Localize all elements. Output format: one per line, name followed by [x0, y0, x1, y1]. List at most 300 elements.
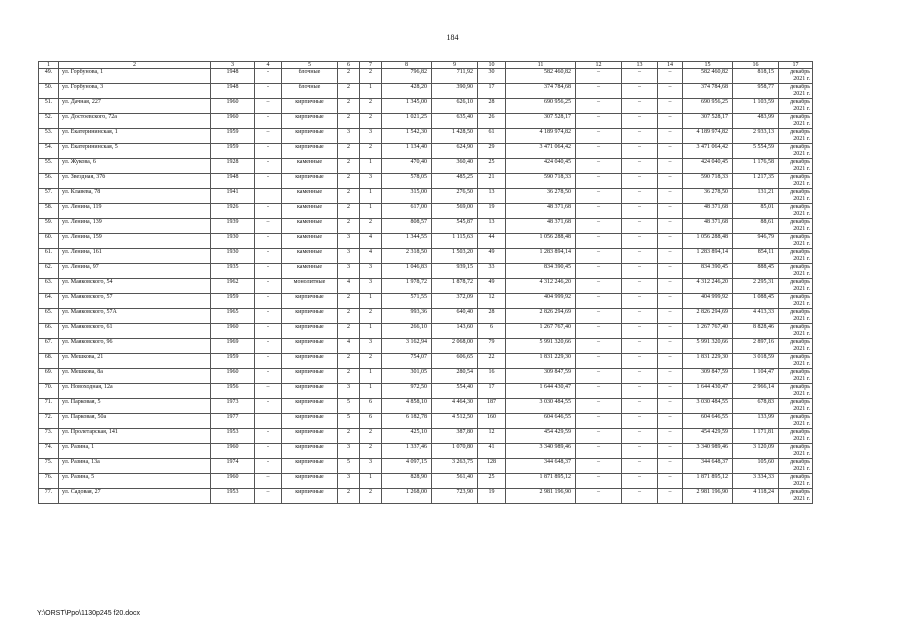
total-area-cell: 1 021,25	[382, 114, 432, 129]
entrances-cell: 1	[360, 474, 382, 489]
col-12-cell: –	[576, 159, 622, 174]
total-cost-cell: 48 371,68	[506, 204, 576, 219]
floors-cell: 3	[338, 264, 360, 279]
wall-material-cell: кирпичные	[282, 114, 338, 129]
period-month: декабрь	[790, 414, 810, 420]
col-4-cell: -	[255, 144, 282, 159]
residents-cell: 19	[478, 489, 506, 504]
table-row	[39, 279, 813, 294]
col-4-cell: -	[255, 249, 282, 264]
completion-period-cell	[779, 69, 813, 84]
period-month: декабрь	[790, 99, 810, 105]
col-14-cell: –	[658, 234, 683, 249]
floors-cell: 5	[338, 399, 360, 414]
col-14-cell: –	[658, 84, 683, 99]
year-built-cell: 1960	[211, 324, 255, 339]
address-cell: ул. Мешкова, 21	[59, 354, 211, 369]
year-built-cell: 1956	[211, 384, 255, 399]
row-number-cell: 54.	[39, 144, 59, 159]
address-cell: ул. Дачная, 227	[59, 99, 211, 114]
entrances-cell: 2	[360, 429, 382, 444]
address-cell: ул. Маяковского, 57	[59, 294, 211, 309]
col-4-cell: –	[255, 384, 282, 399]
row-number-cell: 75.	[39, 459, 59, 474]
total-area-cell: 1 046,83	[382, 264, 432, 279]
completion-period-cell	[779, 129, 813, 144]
total-cost-cell: 404 999,92	[506, 294, 576, 309]
col-4-cell: -	[255, 459, 282, 474]
year-built-cell: 1959	[211, 129, 255, 144]
table-row	[39, 234, 813, 249]
col-13-cell: –	[622, 219, 658, 234]
year-built-cell: 1930	[211, 234, 255, 249]
residents-cell: 26	[478, 114, 506, 129]
cost-per-sqm-cell: 4 118,24	[733, 489, 779, 504]
row-number-cell: 72.	[39, 414, 59, 429]
year-built-cell: 1926	[211, 204, 255, 219]
total-area-cell: 4 858,10	[382, 399, 432, 414]
total-cost-cell: 307 528,17	[506, 114, 576, 129]
living-area-cell: 554,40	[432, 384, 478, 399]
wall-material-cell: кирпичные	[282, 354, 338, 369]
living-area-cell: 1 115,63	[432, 234, 478, 249]
entrances-cell: 2	[360, 144, 382, 159]
address-cell: ул. Маяковского, 54	[59, 279, 211, 294]
col-12-cell: –	[576, 354, 622, 369]
total-area-cell: 617,00	[382, 204, 432, 219]
floors-cell: 2	[338, 114, 360, 129]
row-number-cell: 63.	[39, 279, 59, 294]
total-area-cell: 425,10	[382, 429, 432, 444]
row-number-cell: 74.	[39, 444, 59, 459]
address-cell: ул. Разина, 13а	[59, 459, 211, 474]
floors-cell: 3	[338, 384, 360, 399]
total-area-cell: 1 337,46	[382, 444, 432, 459]
table-row	[39, 189, 813, 204]
floors-cell: 2	[338, 219, 360, 234]
period-year: 2021 г.	[793, 375, 810, 382]
wall-material-cell: кирпичные	[282, 129, 338, 144]
total-cost-cell: 374 784,68	[506, 84, 576, 99]
col-13-cell: –	[622, 369, 658, 384]
table-row	[39, 294, 813, 309]
entrances-cell: 1	[360, 369, 382, 384]
year-built-cell: 1948	[211, 84, 255, 99]
period-month: декабрь	[790, 144, 810, 150]
col-13-cell: –	[622, 309, 658, 324]
completion-period-cell	[779, 429, 813, 444]
col-13-cell: –	[622, 99, 658, 114]
total-area-cell: 3 162,94	[382, 339, 432, 354]
col-13-cell: –	[622, 414, 658, 429]
cost-per-sqm-cell: 1 176,58	[733, 159, 779, 174]
address-cell: ул. Жукова, 6	[59, 159, 211, 174]
residents-cell: 44	[478, 234, 506, 249]
completion-period-cell	[779, 294, 813, 309]
total-cost-cell: 590 718,33	[506, 174, 576, 189]
period-month: декабрь	[790, 189, 810, 195]
living-area-cell: 606,65	[432, 354, 478, 369]
col-14-cell: –	[658, 369, 683, 384]
table-row	[39, 474, 813, 489]
col-13-cell: –	[622, 339, 658, 354]
cost-col-15-cell: 374 784,68	[683, 84, 733, 99]
col-4-cell: –	[255, 99, 282, 114]
row-number-cell: 62.	[39, 264, 59, 279]
year-built-cell: 1962	[211, 279, 255, 294]
col-12-cell: –	[576, 384, 622, 399]
row-number-cell: 55.	[39, 159, 59, 174]
row-number-cell: 64.	[39, 294, 59, 309]
wall-material-cell: кирпичные	[282, 339, 338, 354]
cost-per-sqm-cell: 8 828,46	[733, 324, 779, 339]
address-cell: ул. Маяковского, 61	[59, 324, 211, 339]
living-area-cell: 1 503,20	[432, 249, 478, 264]
cost-col-15-cell: 424 040,45	[683, 159, 733, 174]
col-4-cell: -	[255, 339, 282, 354]
col-14-cell: –	[658, 69, 683, 84]
housing-repair-table	[38, 61, 813, 504]
total-cost-cell: 1 871 895,12	[506, 474, 576, 489]
row-number-cell: 71.	[39, 399, 59, 414]
residents-cell: 22	[478, 354, 506, 369]
living-area-cell: 624,90	[432, 144, 478, 159]
wall-material-cell: кирпичные	[282, 384, 338, 399]
period-month: декабрь	[790, 429, 810, 435]
col-12-cell: –	[576, 69, 622, 84]
year-built-cell: 1948	[211, 69, 255, 84]
wall-material-cell: каменные	[282, 264, 338, 279]
floors-cell: 3	[338, 249, 360, 264]
col-12-cell: –	[576, 204, 622, 219]
col-14-cell: –	[658, 489, 683, 504]
address-cell: ул. Екатерининская, 5	[59, 144, 211, 159]
entrances-cell: 2	[360, 354, 382, 369]
total-cost-cell: 454 429,59	[506, 429, 576, 444]
period-month: декабрь	[790, 219, 810, 225]
column-header-4: 4	[255, 62, 282, 69]
col-12-cell: –	[576, 234, 622, 249]
floors-cell: 2	[338, 489, 360, 504]
residents-cell: 17	[478, 384, 506, 399]
cost-per-sqm-cell: 88,61	[733, 219, 779, 234]
year-built-cell: 1973	[211, 399, 255, 414]
total-cost-cell: 1 644 430,47	[506, 384, 576, 399]
col-14-cell: –	[658, 264, 683, 279]
col-13-cell: –	[622, 69, 658, 84]
period-month: декабрь	[790, 279, 810, 285]
row-number-cell: 50.	[39, 84, 59, 99]
total-area-cell: 2 318,50	[382, 249, 432, 264]
address-cell: ул. Горбунова, 1	[59, 69, 211, 84]
completion-period-cell	[779, 444, 813, 459]
living-area-cell: 723,90	[432, 489, 478, 504]
period-month: декабрь	[790, 459, 810, 465]
cost-per-sqm-cell: 818,15	[733, 69, 779, 84]
living-area-cell: 276,50	[432, 189, 478, 204]
residents-cell: 49	[478, 279, 506, 294]
cost-col-15-cell: 48 371,68	[683, 219, 733, 234]
total-cost-cell: 309 847,59	[506, 369, 576, 384]
period-year: 2021 г.	[793, 255, 810, 262]
period-year: 2021 г.	[793, 75, 810, 82]
period-month: декабрь	[790, 354, 810, 360]
living-area-cell: 640,40	[432, 309, 478, 324]
completion-period-cell	[779, 279, 813, 294]
entrances-cell: 4	[360, 234, 382, 249]
period-year: 2021 г.	[793, 270, 810, 277]
cost-col-15-cell: 604 646,55	[683, 414, 733, 429]
wall-material-cell: кирпичные	[282, 324, 338, 339]
period-year: 2021 г.	[793, 105, 810, 112]
period-month: декабрь	[790, 129, 810, 135]
living-area-cell: 3 263,75	[432, 459, 478, 474]
cost-per-sqm-cell: 105,60	[733, 459, 779, 474]
cost-col-15-cell: 1 831 229,30	[683, 354, 733, 369]
row-number-cell: 76.	[39, 474, 59, 489]
row-number-cell: 73.	[39, 429, 59, 444]
col-13-cell: –	[622, 189, 658, 204]
completion-period-cell	[779, 84, 813, 99]
cost-per-sqm-cell: 5 554,59	[733, 144, 779, 159]
address-cell: ул. Горбунова, 3	[59, 84, 211, 99]
total-cost-cell: 36 278,50	[506, 189, 576, 204]
total-cost-cell: 4 312 246,20	[506, 279, 576, 294]
period-year: 2021 г.	[793, 300, 810, 307]
col-4-cell: -	[255, 399, 282, 414]
living-area-cell: 626,10	[432, 99, 478, 114]
table-row	[39, 159, 813, 174]
year-built-cell: 1969	[211, 339, 255, 354]
row-number-cell: 77.	[39, 489, 59, 504]
address-cell: ул. Разина, 5	[59, 474, 211, 489]
entrances-cell: 1	[360, 84, 382, 99]
entrances-cell: 3	[360, 279, 382, 294]
col-14-cell: –	[658, 114, 683, 129]
living-area-cell: 280,54	[432, 369, 478, 384]
year-built-cell: 1959	[211, 144, 255, 159]
col-13-cell: –	[622, 144, 658, 159]
table-row	[39, 339, 813, 354]
cost-col-15-cell: 344 648,37	[683, 459, 733, 474]
column-header-6: 6	[338, 62, 360, 69]
total-area-cell: 301,05	[382, 369, 432, 384]
floors-cell: 2	[338, 204, 360, 219]
table-row	[39, 174, 813, 189]
living-area-cell: 1 070,80	[432, 444, 478, 459]
row-number-cell: 69.	[39, 369, 59, 384]
col-12-cell: –	[576, 339, 622, 354]
year-built-cell: 1928	[211, 159, 255, 174]
floors-cell: 5	[338, 414, 360, 429]
residents-cell: 16	[478, 369, 506, 384]
year-built-cell: 1959	[211, 354, 255, 369]
residents-cell: 25	[478, 159, 506, 174]
period-year: 2021 г.	[793, 345, 810, 352]
col-12-cell: –	[576, 399, 622, 414]
total-area-cell: 1 268,00	[382, 489, 432, 504]
col-12-cell: –	[576, 324, 622, 339]
address-cell: ул. Мешкова, 8а	[59, 369, 211, 384]
column-header-5: 5	[282, 62, 338, 69]
cost-col-15-cell: 1 267 767,40	[683, 324, 733, 339]
floors-cell: 2	[338, 429, 360, 444]
cost-per-sqm-cell: 131,21	[733, 189, 779, 204]
year-built-cell: 1977	[211, 414, 255, 429]
period-year: 2021 г.	[793, 360, 810, 367]
entrances-cell: 6	[360, 399, 382, 414]
address-cell: ул. Маяковского, 96	[59, 339, 211, 354]
period-month: декабрь	[790, 339, 810, 345]
year-built-cell: 1935	[211, 264, 255, 279]
floors-cell: 2	[338, 309, 360, 324]
col-13-cell: –	[622, 129, 658, 144]
col-12-cell: –	[576, 414, 622, 429]
column-header-10: 10	[478, 62, 506, 69]
page-number: 184	[446, 33, 459, 42]
wall-material-cell: каменные	[282, 219, 338, 234]
year-built-cell: 1960	[211, 369, 255, 384]
period-year: 2021 г.	[793, 285, 810, 292]
table-row	[39, 414, 813, 429]
cost-col-15-cell: 834 390,45	[683, 264, 733, 279]
col-13-cell: –	[622, 399, 658, 414]
col-4-cell: -	[255, 84, 282, 99]
total-cost-cell: 3 340 989,46	[506, 444, 576, 459]
period-month: декабрь	[790, 249, 810, 255]
wall-material-cell: кирпичные	[282, 489, 338, 504]
address-cell: ул. Ленина, 119	[59, 204, 211, 219]
cost-per-sqm-cell: 2 966,14	[733, 384, 779, 399]
table-row	[39, 114, 813, 129]
address-cell: ул. Звездная, 37б	[59, 174, 211, 189]
entrances-cell: 1	[360, 204, 382, 219]
floors-cell: 2	[338, 324, 360, 339]
entrances-cell: 3	[360, 264, 382, 279]
column-header-13: 13	[622, 62, 658, 69]
col-14-cell: –	[658, 309, 683, 324]
col-4-cell: –	[255, 129, 282, 144]
column-header-15: 15	[683, 62, 733, 69]
period-month: декабрь	[790, 84, 810, 90]
year-built-cell: 1953	[211, 429, 255, 444]
address-cell: ул. Достоевского, 72а	[59, 114, 211, 129]
completion-period-cell	[779, 159, 813, 174]
table-row	[39, 129, 813, 144]
period-year: 2021 г.	[793, 495, 810, 502]
residents-cell: 28	[478, 309, 506, 324]
completion-period-cell	[779, 174, 813, 189]
year-built-cell: 1930	[211, 249, 255, 264]
col-14-cell: –	[658, 129, 683, 144]
table-row	[39, 219, 813, 234]
cost-per-sqm-cell: 133,99	[733, 414, 779, 429]
residents-cell: 128	[478, 459, 506, 474]
period-month: декабрь	[790, 384, 810, 390]
cost-col-15-cell: 590 718,33	[683, 174, 733, 189]
period-year: 2021 г.	[793, 315, 810, 322]
living-area-cell: 1 428,50	[432, 129, 478, 144]
floors-cell: 3	[338, 444, 360, 459]
address-cell: ул. Екатерининская, 1	[59, 129, 211, 144]
cost-col-15-cell: 36 278,50	[683, 189, 733, 204]
floors-cell: 2	[338, 159, 360, 174]
cost-col-15-cell: 309 847,59	[683, 369, 733, 384]
floors-cell: 2	[338, 174, 360, 189]
column-number-header	[39, 62, 813, 69]
living-area-cell: 485,25	[432, 174, 478, 189]
period-month: декабрь	[790, 234, 810, 240]
entrances-cell: 3	[360, 339, 382, 354]
col-14-cell: –	[658, 159, 683, 174]
living-area-cell: 545,87	[432, 219, 478, 234]
period-month: декабрь	[790, 369, 810, 375]
col-14-cell: –	[658, 249, 683, 264]
wall-material-cell: кирпичные	[282, 414, 338, 429]
period-year: 2021 г.	[793, 195, 810, 202]
completion-period-cell	[779, 369, 813, 384]
cost-col-15-cell: 5 991 320,66	[683, 339, 733, 354]
total-area-cell: 1 134,40	[382, 144, 432, 159]
living-area-cell: 569,00	[432, 204, 478, 219]
address-cell: ул. Ленина, 97	[59, 264, 211, 279]
table-row	[39, 429, 813, 444]
living-area-cell: 711,92	[432, 69, 478, 84]
col-4-cell: -	[255, 369, 282, 384]
living-area-cell: 939,15	[432, 264, 478, 279]
living-area-cell: 635,40	[432, 114, 478, 129]
wall-material-cell: монолитные	[282, 279, 338, 294]
period-month: декабрь	[790, 324, 810, 330]
floors-cell: 2	[338, 369, 360, 384]
col-4-cell: –	[255, 219, 282, 234]
col-13-cell: –	[622, 264, 658, 279]
completion-period-cell	[779, 114, 813, 129]
row-number-cell: 51.	[39, 99, 59, 114]
wall-material-cell: кирпичные	[282, 399, 338, 414]
total-area-cell: 1 978,72	[382, 279, 432, 294]
col-12-cell: –	[576, 309, 622, 324]
col-14-cell: –	[658, 339, 683, 354]
period-year: 2021 г.	[793, 165, 810, 172]
floors-cell: 3	[338, 234, 360, 249]
col-14-cell: –	[658, 219, 683, 234]
living-area-cell: 561,40	[432, 474, 478, 489]
column-header-1: 1	[39, 62, 59, 69]
wall-material-cell: каменные	[282, 204, 338, 219]
wall-material-cell: блочные	[282, 69, 338, 84]
total-cost-cell: 2 981 196,90	[506, 489, 576, 504]
living-area-cell: 372,09	[432, 294, 478, 309]
period-year: 2021 г.	[793, 135, 810, 142]
completion-period-cell	[779, 489, 813, 504]
col-4-cell: -	[255, 174, 282, 189]
col-4-cell: -	[255, 294, 282, 309]
row-number-cell: 60.	[39, 234, 59, 249]
col-12-cell: –	[576, 279, 622, 294]
cost-per-sqm-cell: 3 120,09	[733, 444, 779, 459]
col-12-cell: –	[576, 114, 622, 129]
table-row	[39, 354, 813, 369]
floors-cell: 4	[338, 279, 360, 294]
file-path-footer: Y:\ORST\Ppo\1130p245 f20.docx	[37, 610, 140, 617]
year-built-cell: 1939	[211, 219, 255, 234]
year-built-cell: 1960	[211, 99, 255, 114]
col-13-cell: –	[622, 279, 658, 294]
entrances-cell: 2	[360, 444, 382, 459]
wall-material-cell: блочные	[282, 84, 338, 99]
wall-material-cell: кирпичные	[282, 459, 338, 474]
